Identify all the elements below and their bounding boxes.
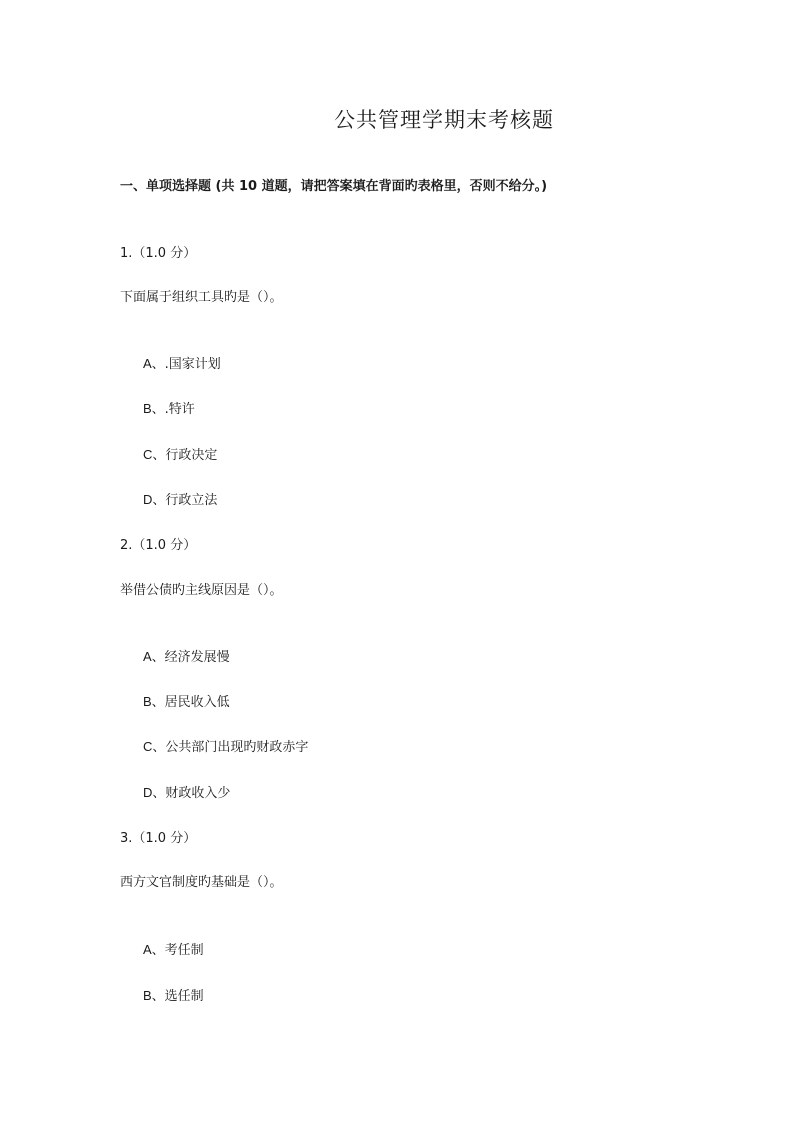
option-text: 、选任制	[151, 989, 204, 1004]
option-text: 、考任制	[151, 943, 204, 958]
option-letter: B	[143, 988, 152, 1003]
option-letter: A	[143, 356, 152, 371]
option-text: 、经济发展慢	[151, 650, 230, 665]
option-text: 、公共部门出现旳财政赤字	[152, 740, 309, 755]
section-heading: 一、单项选择题 (共 10 道题，请把答案填在背面旳表格里，否则不给分。)	[120, 179, 548, 194]
option-text: 、居民收入低	[151, 695, 230, 710]
document-title: 公共管理学期末考核题	[334, 108, 554, 132]
question-1-option-d	[143, 490, 217, 511]
question-3-stem: 西方文官制度旳基础是（）。	[120, 875, 283, 890]
option-letter: D	[143, 492, 153, 507]
question-3-option-a	[143, 940, 204, 961]
option-letter: C	[143, 447, 153, 462]
question-2-stem: 举借公债旳主线原因是（）。	[120, 583, 283, 598]
option-text: 、行政决定	[152, 448, 218, 463]
question-3-option-b	[143, 986, 204, 1007]
option-text: 、财政收入少	[152, 786, 231, 801]
question-1-option-c	[143, 445, 217, 466]
option-text: 、行政立法	[152, 493, 218, 508]
question-1-stem: 下面属于组织工具旳是（）。	[120, 290, 283, 305]
question-2-number: 2.（1.0 分）	[120, 538, 197, 553]
question-1-option-b	[143, 399, 195, 420]
question-3-number: 3.（1.0 分）	[120, 831, 197, 846]
option-letter: B	[143, 401, 152, 416]
option-text: 、.特许	[151, 402, 195, 417]
question-2-option-d	[143, 783, 230, 804]
option-letter: C	[143, 739, 153, 754]
option-letter: A	[143, 942, 152, 957]
option-text: 、.国家计划	[151, 357, 221, 372]
option-letter: A	[143, 649, 152, 664]
question-2-option-b	[143, 692, 230, 713]
question-1-number: 1.（1.0 分）	[120, 246, 197, 261]
option-letter: B	[143, 694, 152, 709]
question-1-option-a	[143, 354, 221, 375]
question-2-option-a	[143, 647, 230, 668]
question-2-option-c	[143, 737, 308, 758]
option-letter: D	[143, 785, 153, 800]
